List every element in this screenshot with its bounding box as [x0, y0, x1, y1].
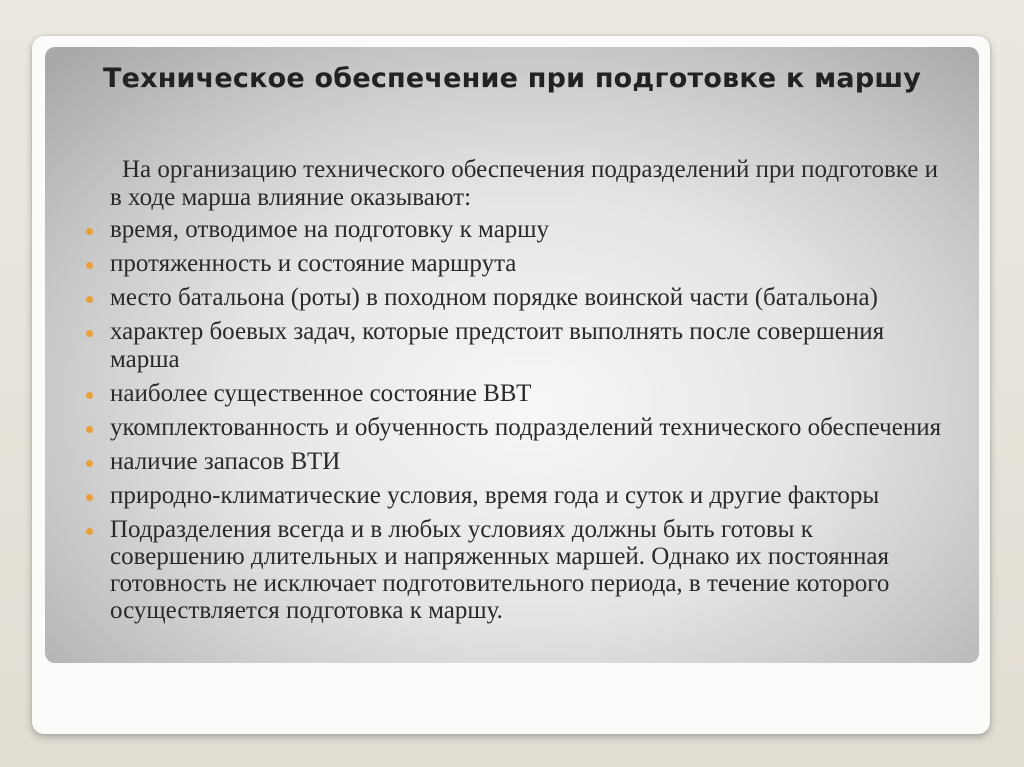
list-item [84, 250, 944, 278]
list-item [84, 448, 944, 476]
list-item [84, 380, 944, 408]
list-item-text: наличие запасов ВТИ [110, 448, 341, 475]
list-item [84, 216, 944, 244]
bullet-dot-icon [86, 494, 93, 501]
intro-paragraph: На организацию технического обеспечения подразделений при подготовке и в ходе марша влияние оказывают: [110, 156, 939, 211]
bullet-dot-icon [86, 262, 93, 269]
list-item-text: Подразделения всегда и в любых условиях должны быть готовы к совершению длительных и напряженных маршей. Однако их постоянная готовность не исключает подготовительного периода, в течение которого осуществляется подготовка к маршу. [110, 516, 890, 624]
list-item [84, 284, 944, 312]
list-item-text: время, отводимое на подготовку к маршу [110, 216, 550, 243]
factor-list [84, 216, 944, 624]
list-item [84, 516, 944, 624]
bullet-dot-icon [86, 392, 93, 399]
slide-title: Техническое обеспечение при подготовке к маршу [102, 63, 922, 94]
list-item-text: протяженность и состояние маршрута [110, 250, 517, 277]
list-item-text: характер боевых задач, которые предстоит выполнять после совершения марша [110, 318, 885, 373]
list-item [84, 318, 944, 374]
slide-body [84, 156, 944, 630]
list-item-text: природно-климатические условия, время года и суток и другие факторы [110, 482, 880, 509]
list-item-text: место батальона (роты) в походном порядке воинской части (батальона) [110, 284, 878, 311]
list-item [84, 414, 944, 442]
bullet-dot-icon [86, 528, 93, 535]
bullet-dot-icon [86, 296, 93, 303]
bullet-dot-icon [86, 426, 93, 433]
list-item [84, 482, 944, 510]
list-item-text: наиболее существенное состояние ВВТ [110, 380, 532, 407]
bullet-dot-icon [86, 330, 93, 337]
bullet-dot-icon [86, 228, 93, 235]
list-item-text: укомплектованность и обученность подразделений технического обеспечения [110, 414, 942, 441]
bullet-dot-icon [86, 460, 93, 467]
